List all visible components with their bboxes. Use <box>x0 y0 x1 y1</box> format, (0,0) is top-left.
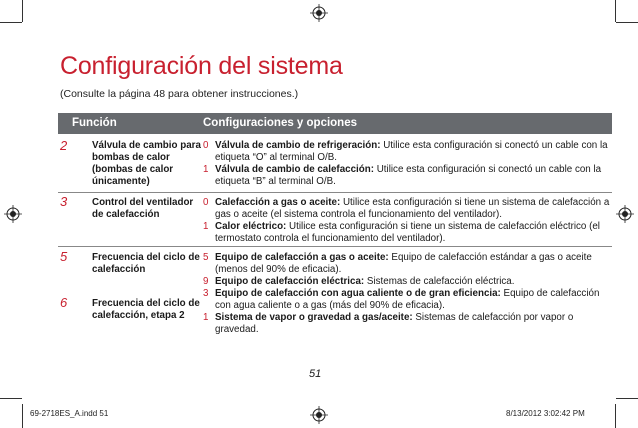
row-divider <box>58 192 612 193</box>
page-title: Configuración del sistema <box>60 52 343 80</box>
option-code: 1 <box>203 164 209 175</box>
setting-number: 6 <box>60 295 68 310</box>
option-label: Equipo de calefacción eléctrica: <box>215 276 365 287</box>
option-label: Equipo de calefacción a gas o aceite: <box>215 252 389 263</box>
row-divider <box>58 246 612 247</box>
option-code: 1 <box>203 312 209 323</box>
option-text: Utilice esta configuración si conectó un cable con la etiqueta “O” al terminal O/B. <box>215 140 608 163</box>
option-text: Utilice esta configuración si tiene un sistema de calefacción a gas o aceite (el sistema controla el funcionamiento del ventilador). <box>215 197 610 220</box>
option-label: Válvula de cambio de calefacción: <box>215 164 374 175</box>
crop-mark <box>615 0 616 22</box>
header-options: Configuraciones y opciones <box>203 117 357 129</box>
option-text: Equipo de calefacción con agua caliente o a gas (más del 90% de eficacia). <box>215 288 600 311</box>
footer-timestamp: 8/13/2012 3:02:42 PM <box>506 409 585 418</box>
option-label: Sistema de vapor o gravedad a gas/aceite: <box>215 312 413 323</box>
registration-mark-icon <box>310 406 328 424</box>
crop-mark <box>616 22 638 23</box>
option-text: Equipo de calefacción estándar a gas o aceite (menos del 90% de eficacia). <box>215 252 592 275</box>
option-code: 0 <box>203 140 209 151</box>
registration-mark-icon <box>310 4 328 22</box>
page-subtitle: (Consulte la página 48 para obtener instrucciones.) <box>60 88 299 100</box>
header-function: Función <box>72 117 117 129</box>
crop-mark <box>22 0 23 22</box>
page-number: 51 <box>309 368 322 380</box>
crop-mark <box>0 398 22 399</box>
option-text: Sistemas de calefacción por vapor o gravedad. <box>215 312 574 335</box>
table-header <box>58 113 612 134</box>
setting-number: 3 <box>60 194 68 209</box>
registration-mark-icon <box>616 205 634 223</box>
function-label: Válvula de cambio para bombas de calor (bombas de calor únicamente) <box>92 140 201 187</box>
option-text: Utilice esta configuración si tiene un sistema de calefacción eléctrico (el termostato controla el funcionamiento del ventilador). <box>215 221 600 244</box>
function-label: Frecuencia del ciclo de calefacción <box>92 252 200 275</box>
crop-mark <box>22 404 23 428</box>
footer-filename: 69-2718ES_A.indd 51 <box>30 409 109 418</box>
crop-mark <box>615 404 616 428</box>
option-label: Calor eléctrico: <box>215 221 287 232</box>
function-label: Frecuencia del ciclo de calefacción, etapa 2 <box>92 298 200 321</box>
option-label: Equipo de calefacción con agua caliente o de gran eficiencia: <box>215 288 501 299</box>
option-code: 3 <box>203 288 209 299</box>
option-code: 1 <box>203 221 209 232</box>
table-row <box>58 138 612 190</box>
option-code: 0 <box>203 197 209 208</box>
setting-number: 5 <box>60 249 68 264</box>
option-text: Utilice esta configuración si conectó un cable con la etiqueta “B” al terminal O/B. <box>215 164 602 187</box>
crop-mark <box>0 22 22 23</box>
function-label: Control del ventilador de calefacción <box>92 197 194 220</box>
registration-mark-icon <box>4 205 22 223</box>
setting-number: 2 <box>60 138 68 153</box>
option-label: Calefacción a gas o aceite: <box>215 197 341 208</box>
table-row <box>58 249 612 343</box>
option-text: Sistemas de calefacción eléctrica. <box>364 276 515 287</box>
option-code: 5 <box>203 252 209 263</box>
crop-mark <box>616 398 638 399</box>
table-row <box>58 194 612 244</box>
option-code: 9 <box>203 276 209 287</box>
option-label: Válvula de cambio de refrigeración: <box>215 140 381 151</box>
